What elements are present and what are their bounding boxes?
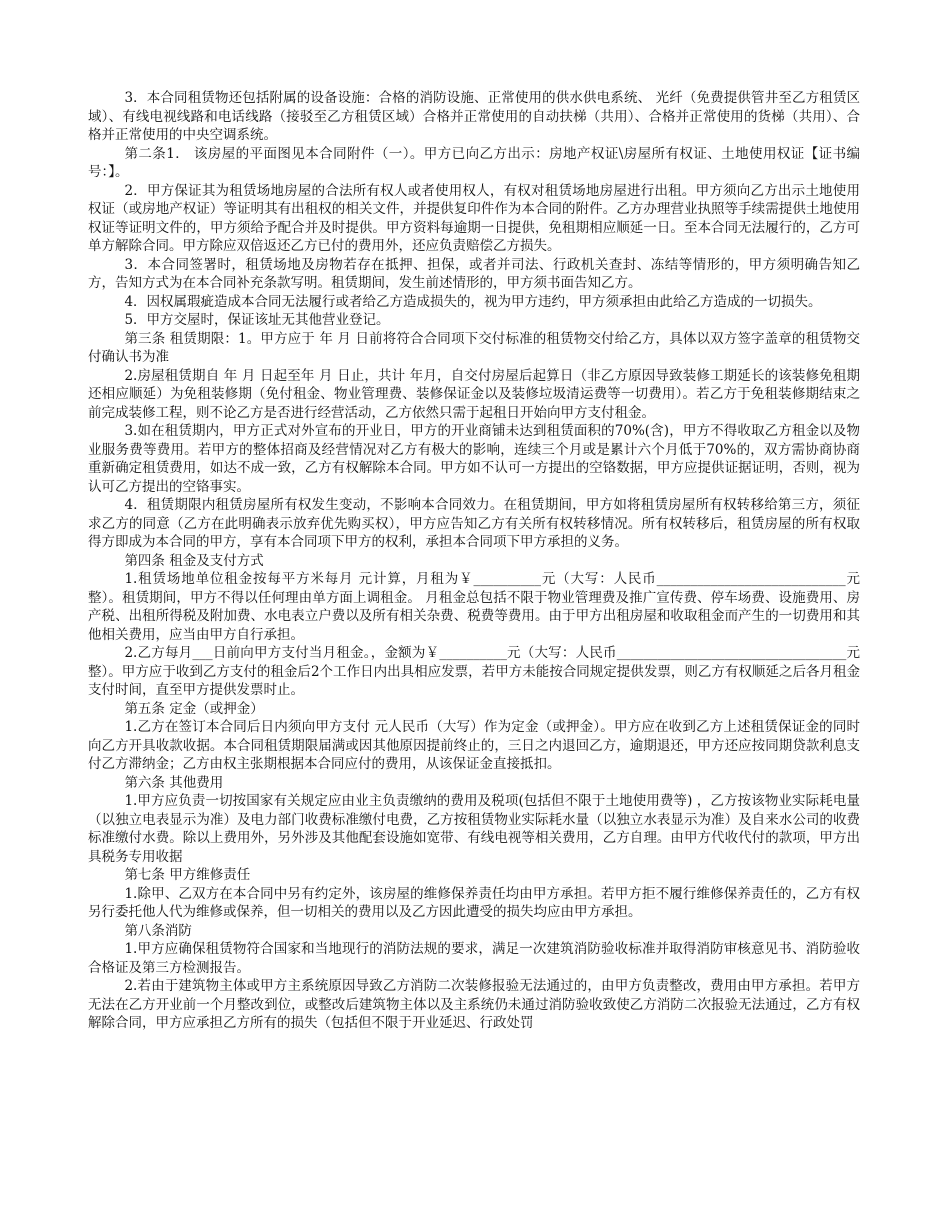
contract-paragraph: 3．本合同租赁物还包括附属的设备设施：合格的消防设施、正常使用的供水供电系统、 光纤（免费提供管井至乙方租赁区域）、有线电视线路和电话线路（接驳至乙方租赁区域）合格并正常使用的自动扶梯（共用）、合格并正常使用的货梯（共用）、合格并正常使用的中央空调系统。	[88, 90, 860, 143]
contract-paragraph: 4．租赁期限内租赁房屋所有权发生变动，不影响本合同效力。在租赁期间，甲方如将租赁房屋所有权转移给第三方，须征求乙方的同意（乙方在此明确表示放弃优先购买权），甲方应告知乙方有关所有权转移情况。所有权转移后，租赁房屋的所有权取得方即成为本合同的甲方，享有本合同项下甲方的权利，承担本合同项下甲方承担的义务。	[88, 497, 860, 550]
contract-paragraph: 第七条 甲方维修责任	[124, 867, 251, 883]
contract-paragraph: 3.如在租赁期内，甲方正式对外宣布的开业日，甲方的开业商铺未达到租赁面积的70%(含)，甲方不得收取乙方租金以及物业服务费等费用。若甲方的整体招商及经营情况对乙方有极大的影响，连续三个月或是累计六个月低于70%的，双方需协商协商重新确定租赁费用，如达不成一致，乙方有权解除本合同。甲方如不认可一方提出的空铬数据，甲方应提供证据证明，否则，视为认可乙方提出的空铬事实。	[88, 423, 860, 495]
contract-paragraph: 1.甲方应确保租赁物符合国家和当地现行的消防法规的要求，满足一次建筑消防验收标准并取得消防审核意见书、消防验收合格证及第三方检测报告。	[88, 941, 860, 976]
contract-paragraph: 1.乙方在签订本合同后日内须向甲方支付 元人民币（大写）作为定金（或押金）。甲方应在收到乙方上述租赁保证金的同时向乙方开具收款收据。本合同租赁期限届满或因其他原因提前终止的，三日之内退回乙方，逾期退还，甲方还应按同期贷款利息支付乙方滞纳金；乙方由权主张期根据本合同应付的费用，从该保证金直接抵扣。	[88, 719, 860, 772]
contract-paragraph: 2.乙方每月___日前向甲方支付当月租金。，金额为￥__________元（大写：人民币__________________________________元整）。甲方应于收到乙方支付的租金后2个工作日内出具相应发票，若甲方未能按合同规定提供发票，则乙方有权顺延之后各月租金支付时间，直至甲方提供发票时止。	[88, 645, 860, 698]
contract-paragraph: 第三条 租赁期限：1。甲方应于 年 月 日前将符合合同项下交付标准的租赁物交付给乙方，具体以双方签字盖章的租赁物交付确认书为准	[88, 330, 860, 365]
contract-paragraph: 1.租赁场地单位租金按每平方米每月 元计算，月租为￥__________元（大写：人民币____________________________元整）。租赁期间，甲方不得以任何理由单方面上调租金。 月租金总包括不限于物业管理费及推广宣传费、停车场费、设施费用、房产税、出租所得税及附加费、水电表立户费以及所有相关杂费、税费等费用。由于甲方出租房屋和收取租金而产生的一切费用和其他相关费用，应当由甲方自行承担。	[88, 571, 860, 643]
contract-paragraph: 第二条1． 该房屋的平面图见本合同附件（一）。甲方已向乙方出示：房地产权证\房屋所有权证、土地使用权证【证书编号：】。	[88, 145, 860, 180]
contract-paragraph: 3．本合同签署时，租赁场地及房物若存在抵押、担保，或者并司法、行政机关查封、冻结等情形的，甲方须明确告知乙方，告知方式为在本合同补充条款写明。租赁期间，发生前述情形的，甲方须书面告知乙方。	[88, 256, 860, 291]
contract-paragraph: 第四条 租金及支付方式	[124, 552, 264, 569]
contract-paragraph: 2．甲方保证其为租赁场地房屋的合法所有权人或者使用权人，有权对租赁场地房屋进行出租。甲方须向乙方出示土地使用权证（或房地产权证）等证明其有出租权的相关文件，并提供复印件作为本合同的附件。乙方办理营业执照等手续需提供土地使用权证等证明文件的，甲方须给予配合并及时提供。甲方资料每逾期一日提供，免租期相应顺延一日。至本合同无法履行的，乙方可单方解除合同。甲方除应双倍返还乙方已付的费用外，还应负责赔偿乙方损失。	[88, 182, 860, 254]
contract-paragraph: 5．甲方交屋时，保证该址无其他营业登记。	[124, 312, 390, 328]
contract-page	[88, 89, 860, 1033]
contract-paragraph: 2.若由于建筑物主体或甲方主系统原因导致乙方消防二次装修报验无法通过的，由甲方负责整改，费用由甲方承担。若甲方无法在乙方开业前一个月整改到位，或整改后建筑物主体以及主系统仍未通过消防验收致使乙方消防二次报验无法通过，乙方有权解除合同，甲方应承担乙方所有的损失（包括但不限于开业延迟、行政处罚	[88, 978, 860, 1031]
contract-paragraph: 第六条 其他费用	[124, 774, 224, 791]
contract-paragraph: 第五条 定金（或押金）	[124, 700, 264, 717]
contract-paragraph: 2.房屋租赁期自 年 月 日起至年 月 日止，共计 年月，自交付房屋后起算日（非乙方原因导致装修工期延长的该装修免租期还相应顺延）为免租装修期（免付租金、物业管理费、装修保证金以及装修垃圾清运费等一切费用）。若乙方于免租装修期结束之前完成装修工程，则不论乙方是否进行经营活动，乙方依然只需于起租日开始向甲方支付租金。	[88, 367, 860, 421]
contract-paragraph: 1.除甲、乙双方在本合同中另有约定外，该房屋的维修保养责任均由甲方承担。若甲方拒不履行维修保养责任的，乙方有权另行委托他人代为维修或保养，但一切相关的费用以及乙方因此遭受的损失均应由甲方承担。	[88, 885, 860, 920]
contract-paragraph: 4．因权属瑕疵造成本合同无法履行或者给乙方造成损失的，视为甲方违约，甲方须承担由此给乙方造成的一切损失。	[124, 293, 822, 310]
contract-paragraph: 1.甲方应负责一切按国家有关规定应由业主负责缴纳的费用及税项(包括但不限于土地使用费等) ，乙方按该物业实际耗电量（以独立电表显示为准）及电力部门收费标准缴付电费，乙方按租赁物业实际耗水量（以独立水表显示为准）及自来水公司的收费标准缴付水费。除以上费用外，另外涉及其他配套设施如宽带、有线电视等相关费用，乙方自理。由甲方代收代付的款项，甲方出具税务专用收据	[88, 793, 860, 865]
contract-paragraph: 第八条消防	[124, 922, 192, 939]
